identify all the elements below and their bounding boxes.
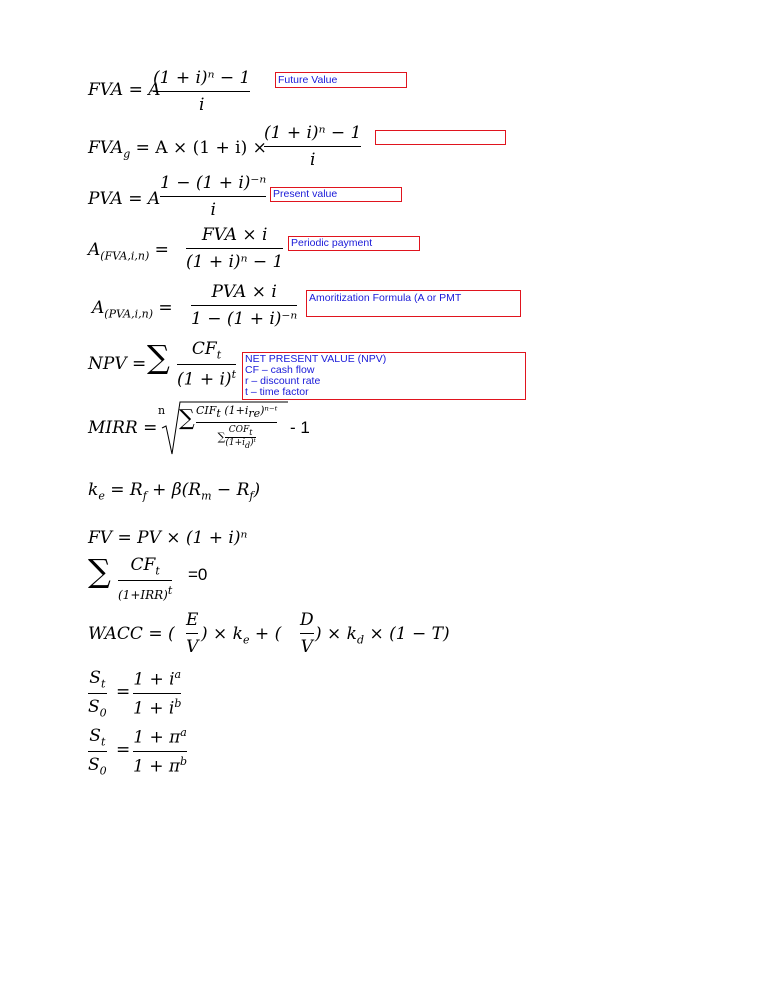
- wacc-mid1: ) × $k_e$ + (: [201, 624, 282, 647]
- fvag-annotation-box: [375, 130, 506, 145]
- afva-numerator: FVA × i: [201, 225, 268, 245]
- fva-lhs: FVA = A: [88, 80, 161, 100]
- s2-rnum: $1 + \pi^a$: [133, 726, 187, 748]
- mirr-tail: - 1: [290, 418, 310, 437]
- s1-eq: =: [116, 682, 131, 702]
- npv-fraction: [177, 339, 236, 390]
- afva-lhs: $A_{(FVA,i,n)}$ =: [88, 240, 169, 263]
- npv-numerator: $CF_t$: [191, 339, 222, 362]
- mirr-sigma: ∑: [179, 406, 195, 431]
- s1-num: $S_t$: [89, 668, 106, 691]
- fva-numerator: (1 + i)ⁿ − 1: [153, 68, 251, 88]
- fva-fraction: [153, 68, 250, 115]
- mirr-denominator: ∑ $COF_t$ $(1+i_d)ᵗ$: [217, 425, 256, 450]
- apva-fraction: [191, 282, 297, 329]
- npv-annotation-title: NET PRESENT VALUE (NPV): [245, 353, 387, 365]
- s1-rhs: [133, 668, 181, 718]
- npv-annotation-r: r – discount rate: [245, 375, 321, 387]
- apva-numerator: PVA × i: [211, 282, 277, 302]
- s2-eq: =: [116, 740, 131, 760]
- pva-annotation: Present value: [273, 188, 338, 200]
- npv-lhs: NPV =: [88, 354, 147, 374]
- wacc-lhs: WACC = (: [88, 624, 175, 644]
- pva-fraction: [160, 173, 266, 220]
- s2-num: $S_t$: [89, 726, 106, 749]
- mirr-root-index: n: [158, 404, 166, 417]
- periodic-annotation: Periodic payment: [291, 237, 373, 249]
- s2-rhs: [133, 726, 187, 776]
- npv-denominator: $(1 + i)^t$: [177, 368, 236, 391]
- afva-denominator: (1 + i)ⁿ − 1: [186, 252, 284, 272]
- s1-den: $S_0$: [88, 697, 107, 720]
- fvag-fraction: [264, 123, 361, 170]
- mirr-fraction: [196, 404, 277, 450]
- wacc-e: E: [186, 610, 199, 630]
- amort-annotation: Amoritization Formula (A or PMT: [309, 292, 462, 304]
- irr-tail: =0: [188, 565, 208, 584]
- s2-den: $S_0$: [88, 755, 107, 778]
- afva-fraction: [186, 225, 283, 272]
- mirr-numerator: $CIF_t$ $(1+i_{re})^{n-}ᵗ$: [196, 404, 278, 421]
- fvag-denominator: i: [309, 150, 316, 170]
- pva-numerator: 1 − (1 + i)⁻ⁿ: [160, 173, 267, 193]
- fvag-lhs: $FVA_g = A \times (1 + i)$ ×: [88, 138, 267, 161]
- irr-sigma: ∑: [88, 552, 111, 590]
- fva-denominator: i: [198, 95, 205, 115]
- wacc-v1: V: [186, 637, 199, 657]
- pva-lhs: PVA = A: [88, 189, 161, 209]
- npv-annotation-t: t – time factor: [245, 386, 309, 398]
- irr-denominator: $(1+IRR)^t$: [118, 584, 173, 603]
- npv-annotation-cf: CF – cash flow: [245, 364, 315, 376]
- irr-numerator: $CF_t$: [130, 555, 160, 578]
- wacc-ev: [186, 610, 198, 657]
- fva-annotation: Future Value: [278, 74, 338, 86]
- wacc-d: D: [300, 610, 314, 630]
- fvag-numerator: (1 + i)ⁿ − 1: [264, 123, 362, 143]
- ke-formula: $k_e = R_f + \beta(R_m - R_f)$: [88, 480, 261, 503]
- wacc-tail: ) × $k_d \times (1 - T)$: [315, 624, 450, 647]
- wacc-dv: [300, 610, 314, 657]
- wacc-v2: V: [300, 637, 313, 657]
- s2-rden: $1 + \pi^b$: [133, 754, 188, 777]
- s1-rden: $1 + i^b$: [133, 696, 182, 719]
- s1-lhs: [88, 668, 107, 720]
- pva-denominator: i: [210, 200, 216, 220]
- apva-denominator: 1 − (1 + i)⁻ⁿ: [191, 309, 298, 329]
- npv-sigma: ∑: [147, 338, 170, 376]
- mirr-lhs: MIRR =: [88, 418, 158, 438]
- fv-formula: FV = PV × (1 + i)ⁿ: [88, 528, 248, 548]
- s2-lhs: [88, 726, 107, 778]
- irr-fraction: [118, 555, 172, 602]
- apva-lhs: $A_{(PVA,i,n)}$ =: [92, 298, 173, 321]
- s1-rnum: $1 + i^a$: [133, 668, 182, 690]
